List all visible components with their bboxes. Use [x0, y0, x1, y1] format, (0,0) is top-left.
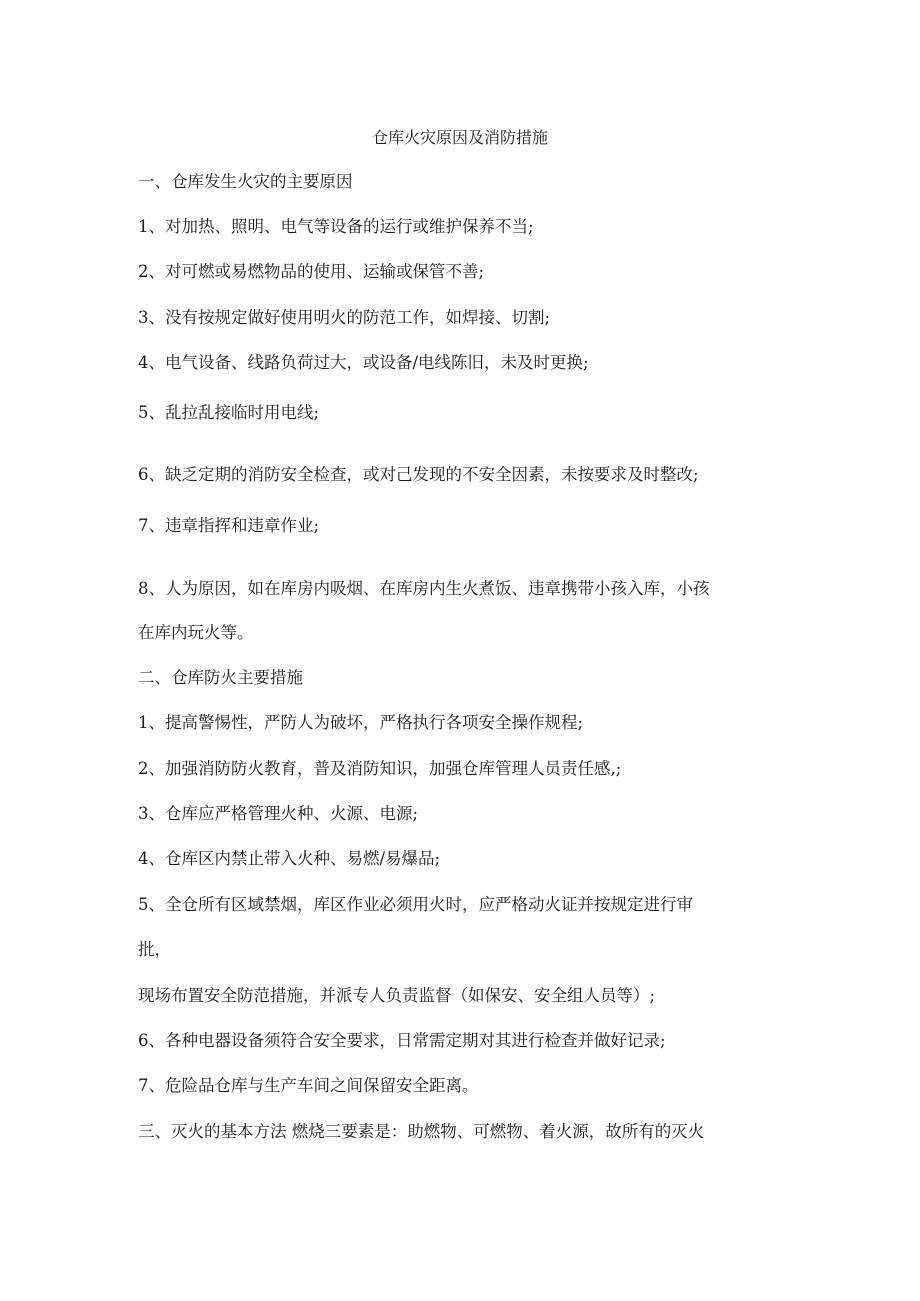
measure-item-5-detail: 现场布置安全防范措施，并派专人负责监督（如保安、安全组人员等）; [138, 986, 656, 1005]
cause-item-4: 4、电气设备、线路负荷过大，或设备/电线陈旧，未及时更换; [138, 353, 589, 372]
cause-item-8-continued: 在库内玩火等。 [138, 623, 254, 642]
measure-item-2: 2、加强消防防火教育，普及消防知识，加强仓库管理人员责任感,; [138, 759, 622, 778]
measure-item-5-continued: 批， [138, 940, 171, 959]
section-heading-1: 一、仓库发生火灾的主要原因 [138, 172, 353, 191]
cause-item-2: 2、对可燃或易燃物品的使用、运输或保管不善; [138, 262, 485, 281]
cause-item-5: 5、乱拉乱接临时用电线; [138, 403, 320, 422]
cause-item-6: 6、缺乏定期的消防安全检查，或对己发现的不安全因素，未按要求及时整改; [138, 465, 699, 484]
measure-item-5: 5、全仓所有区域禁烟，库区作业必须用火时，应严格动火证并按规定进行审 [138, 895, 693, 914]
measure-item-1: 1、提高警惕性，严防人为破坏，严格执行各项安全操作规程; [138, 713, 584, 732]
section-heading-3: 三、灭火的基本方法 燃烧三要素是：助燃物、可燃物、着火源，故所有的灭火 [138, 1122, 705, 1141]
measure-item-3: 3、仓库应严格管理火种、火源、电源; [138, 804, 419, 823]
measure-item-6: 6、各种电器设备须符合安全要求，日常需定期对其进行检查并做好记录; [138, 1031, 666, 1050]
cause-item-1: 1、对加热、照明、电气等设备的运行或维护保养不当; [138, 217, 534, 236]
document-title: 仓库火灾原因及消防措施 [371, 128, 548, 147]
measure-item-7: 7、危险品仓库与生产车间之间保留安全距离。 [138, 1076, 479, 1095]
section-heading-2: 二、仓库防火主要措施 [138, 668, 303, 687]
measure-item-4: 4、仓库区内禁止带入火种、易燃/易爆品; [138, 849, 441, 868]
cause-item-8: 8、人为原因，如在库房内吸烟、在库房内生火煮饭、违章携带小孩入库，小孩 [138, 579, 710, 598]
cause-item-3: 3、没有按规定做好使用明火的防范工作，如焊接、切割; [138, 308, 551, 327]
cause-item-7: 7、违章指挥和违章作业; [138, 516, 320, 535]
